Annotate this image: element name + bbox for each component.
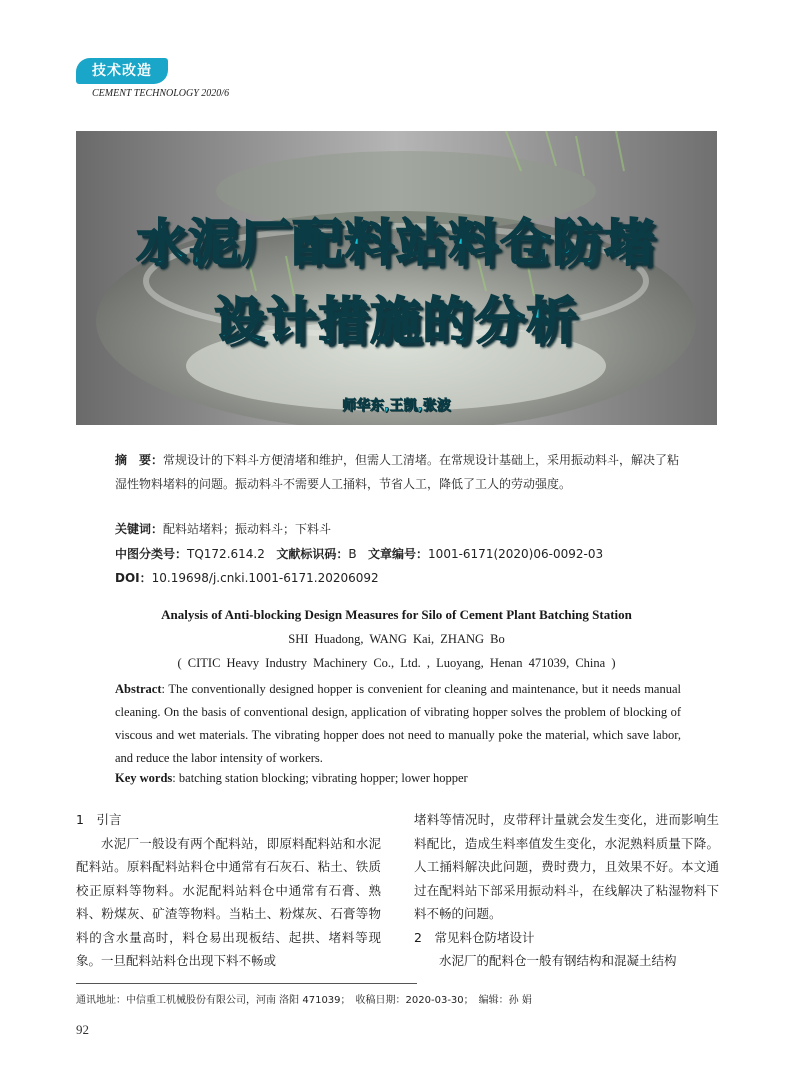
doc-code-value: B [348, 547, 357, 561]
section-2-paragraph: 水泥厂的配料仓一般有钢结构和混凝土结构 [439, 953, 677, 968]
clc-label: 中图分类号： [115, 547, 188, 561]
page-number: 92 [76, 1022, 89, 1037]
keywords-cn-text: 配料站堵料；振动料斗；下料斗 [163, 522, 332, 536]
section-1-paragraph: 水泥厂一般设有两个配料站，即原料配料站和水泥配料站。原料配料站料仓中通常有石灰石、粘土、铁质校正原料等物料。水泥配料站料仓中通常有石膏、熟料、粉煤灰、矿渣等物料。当粘土、粉煤灰、石膏等物料的含水量高时，料仓易出现板结、起拱、堵料等现象。一旦配料站料仓出现下料不畅或 [76, 835, 381, 968]
journal-header: CEMENT TECHNOLOGY 2020/6 [92, 88, 230, 99]
doc-code-label: 文献标识码： [276, 547, 349, 561]
english-abstract [115, 678, 681, 770]
title-line-2: 设计措施的分析 [214, 292, 579, 350]
english-affiliation: ( CITIC Heavy Industry Machinery Co., Ltd. , Luoyang, Henan 471039, China ) [177, 656, 616, 670]
english-abstract-text: : The conventionally designed hopper is convenient for cleaning and maintenance, but it needs manual cleaning. On the basis of conventional design, application of vibrating hopper solves the problem of blocking of viscous and wet materials. The vibrating hopper does not need to manually poke the material, which save labor, and reduce the labor intensity of workers. [115, 682, 681, 765]
section-2-heading: 2 常见料仓防堵设计 [414, 929, 535, 945]
body-column-right [414, 808, 719, 973]
body-column-left [76, 808, 381, 973]
article-no-value: 1001-6171(2020)06-0092-03 [428, 547, 604, 561]
english-title: Analysis of Anti-blocking Design Measures for Silo of Cement Plant Batching Station [161, 607, 632, 622]
english-keywords [115, 771, 681, 786]
abstract-cn [115, 448, 685, 496]
footnote: 通讯地址：中信重工机械股份有限公司，河南 洛阳 471039； 收稿日期：2020-03-30； 编辑：孙 娟 [76, 995, 532, 1006]
english-abstract-label: Abstract [115, 682, 162, 696]
clc-value: TQ172.614.2 [187, 547, 265, 561]
keywords-cn [115, 520, 685, 537]
title-banner [76, 131, 717, 425]
banner-background-graphic [76, 131, 717, 425]
english-keywords-text: : batching station blocking; vibrating hopper; lower hopper [172, 771, 468, 785]
continued-paragraph: 堵料等情况时，皮带秤计量就会发生变化，进而影响生料配比，造成生料率值发生变化，水泥熟料质量下降。人工捅料解决此问题，费时费力，且效果不好。本文通过在配料站下部采用振动料斗，在线解决了粘湿物料下料不畅的问题。 [414, 812, 719, 921]
section-badge: 技术改造 [76, 58, 168, 84]
footnote-rule [76, 983, 417, 984]
doi-line [115, 569, 685, 586]
abstract-cn-label: 摘 要： [115, 453, 164, 467]
classification-line [115, 545, 685, 562]
english-keywords-label: Key words [115, 771, 173, 785]
english-authors: SHI Huadong, WANG Kai, ZHANG Bo [288, 632, 505, 646]
doi-value: 10.19698/j.cnki.1001-6171.20206092 [151, 571, 379, 585]
abstract-cn-text: 常规设计的下料斗方便清堵和维护，但需人工清堵。在常规设计基础上，采用振动料斗，解决了粘湿性物料堵料的问题。振动料斗不需要人工捅料，节省人工，降低了工人的劳动强度。 [115, 453, 680, 491]
keywords-cn-label: 关键词： [115, 522, 164, 536]
section-1-heading: 1 引言 [76, 812, 122, 827]
title-line-1: 水泥厂配料站料仓防堵 [136, 214, 657, 272]
authors-cn: 师华东,王凯,张波 [342, 398, 451, 414]
doi-label: DOI： [115, 571, 152, 585]
article-no-label: 文章编号： [368, 547, 429, 561]
